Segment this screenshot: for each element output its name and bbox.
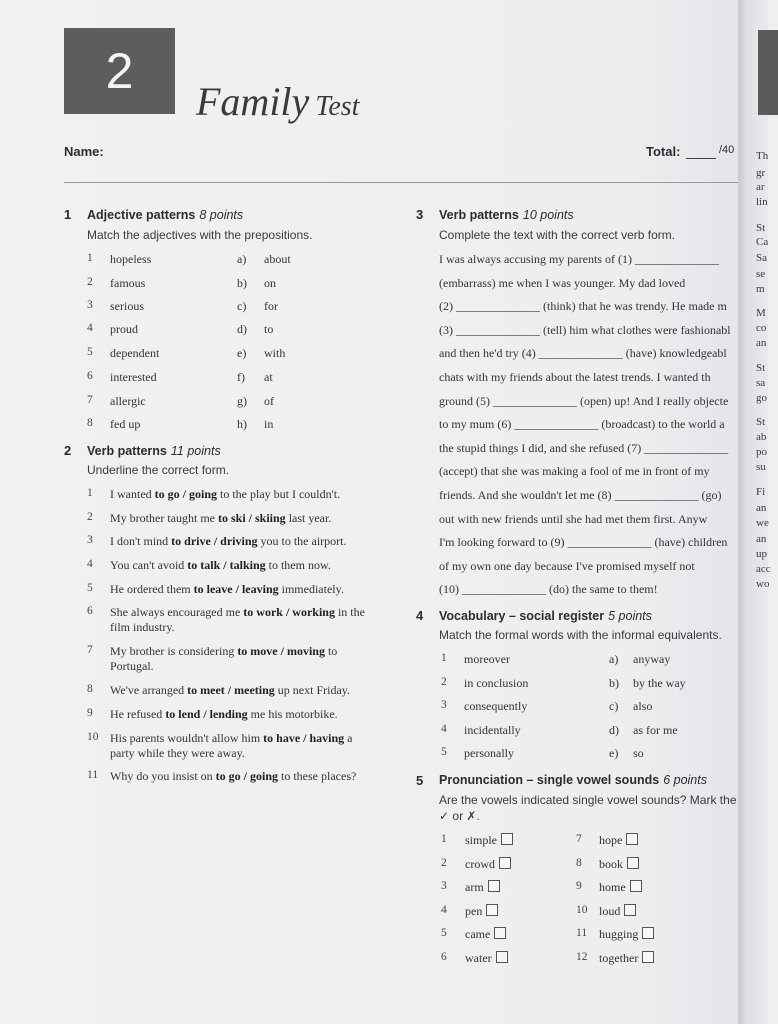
next-page-text-fragment: Th <box>756 150 769 162</box>
unit-number-badge: 2 <box>64 28 175 114</box>
text-line: I was always accusing my parents of (1) ______________ <box>439 252 719 266</box>
sentence-start: I wanted <box>110 487 155 501</box>
next-page-text-fragment: M <box>756 307 766 319</box>
item-number: 7 <box>87 394 93 406</box>
vowel-word <box>599 880 642 895</box>
text-line: (10) ______________ (do) the same to them! <box>439 582 658 597</box>
item-number: 6 <box>87 370 93 382</box>
sentence <box>110 582 344 597</box>
next-page-text-fragment: sa <box>756 377 766 389</box>
answer-checkbox[interactable] <box>501 833 513 845</box>
item-number: 7 <box>87 644 93 656</box>
item-number: 12 <box>576 951 588 963</box>
text-line: the stupid things I did, and she refused (7) ______________ <box>439 440 729 455</box>
word-text: hope <box>599 833 623 847</box>
text-line: and then he'd try (4) ______________ (have) knowledgeabl <box>439 346 727 361</box>
name-label: Name: <box>64 144 104 159</box>
section-instruction: Match the formal words with the informal equivalents. <box>439 628 722 642</box>
option-letter: c) <box>237 299 247 313</box>
answer-checkbox[interactable] <box>626 833 638 845</box>
sentence-end: to the play but I couldn't. <box>217 487 341 501</box>
informal-word: anyway <box>633 652 671 666</box>
next-page-text-fragment: gr <box>756 167 766 179</box>
sentence <box>110 731 353 746</box>
answer-checkbox[interactable] <box>624 904 636 916</box>
sentence <box>110 644 337 659</box>
item-number: 5 <box>441 927 447 940</box>
adjective: serious <box>110 299 144 313</box>
section-title: Vocabulary – social register <box>439 609 605 623</box>
sentence <box>110 605 365 620</box>
text-line: of my own one day because I've promised myself not <box>439 558 695 573</box>
item-number: 7 <box>576 833 582 845</box>
next-page-text-fragment: se <box>756 268 766 280</box>
option-letter: a) <box>609 652 619 666</box>
section-points: 10 points <box>522 208 574 222</box>
sentence <box>110 511 331 526</box>
preposition: with <box>264 346 286 360</box>
vowel-word <box>599 833 638 848</box>
section-instruction: Complete the text with the correct verb form. <box>439 228 676 242</box>
formal-word: in conclusion <box>464 675 529 690</box>
next-page-text-fragment: ab <box>756 431 767 443</box>
text-line: to my mum (6) ______________ (broadcast) to the world a <box>439 417 725 432</box>
sentence <box>110 487 340 502</box>
section-title: Verb patterns <box>439 208 519 222</box>
section-number: 2 <box>64 443 72 458</box>
text-line: I'm looking forward to (9) ______________ (have) children <box>439 535 728 550</box>
adjective: famous <box>110 276 146 290</box>
verb-options[interactable]: to go / going <box>215 769 279 783</box>
text-line: (embarrass) me when I was younger. My dad loved <box>439 275 686 290</box>
item-number: 6 <box>87 605 93 617</box>
option-letter: a) <box>237 252 247 266</box>
title-suffix: Test <box>315 91 360 122</box>
word-text: book <box>599 856 623 871</box>
sentence <box>110 683 350 698</box>
preposition: of <box>264 394 274 408</box>
option-letter: d) <box>609 722 619 737</box>
item-number: 8 <box>576 856 582 869</box>
adjective: proud <box>110 322 138 336</box>
sentence <box>110 707 338 722</box>
next-page-text-fragment: up <box>756 548 767 560</box>
sentence-start: His parents wouldn't allow him <box>110 731 264 745</box>
word-text: together <box>599 951 639 965</box>
item-number: 1 <box>87 487 93 499</box>
text-line: (accept) that she was making a fool of me in front of my <box>439 464 710 479</box>
item-number: 1 <box>87 252 93 264</box>
answer-checkbox[interactable] <box>642 951 654 963</box>
answer-checkbox[interactable] <box>496 951 508 963</box>
sentence-start: He refused <box>110 707 166 721</box>
item-number: 9 <box>87 707 93 719</box>
option-letter: h) <box>237 417 247 431</box>
item-number: 2 <box>441 856 447 869</box>
text-line: (2) ______________ (think) that he was trendy. He made m <box>439 299 727 314</box>
section-number: 1 <box>64 207 72 222</box>
informal-word: so <box>633 746 644 760</box>
next-page-text-fragment: wo <box>756 578 770 590</box>
option-letter: f) <box>237 370 245 384</box>
answer-checkbox[interactable] <box>488 880 500 892</box>
section-points: 6 points <box>663 773 707 787</box>
sentence-start: We've arranged <box>110 683 188 697</box>
text-line: chats with my friends about the latest trends. I wanted th <box>439 370 711 384</box>
adjective: fed up <box>110 417 141 431</box>
verb-options[interactable]: to drive / driving <box>171 534 258 548</box>
adjective: interested <box>110 370 157 384</box>
answer-checkbox[interactable] <box>627 857 639 869</box>
item-number: 3 <box>87 299 93 311</box>
vowel-word <box>599 951 654 966</box>
word-text: arm <box>465 880 484 895</box>
item-number: 2 <box>441 675 447 688</box>
vowel-word <box>465 833 513 848</box>
answer-checkbox[interactable] <box>486 904 498 916</box>
adjective: hopeless <box>110 252 152 266</box>
text-line: out with new friends until she had met them first. Anyw <box>439 511 708 526</box>
preposition: for <box>264 299 278 313</box>
preposition: on <box>264 276 276 290</box>
sentence-continued: film industry. <box>110 620 175 634</box>
next-page-text-fragment: go <box>756 392 767 404</box>
option-letter: e) <box>237 346 247 360</box>
word-text: crowd <box>465 856 495 871</box>
word-text: water <box>465 951 492 965</box>
section-title: Adjective patterns <box>87 208 196 222</box>
next-page-text-fragment: lin <box>756 196 768 208</box>
preposition: about <box>264 252 291 266</box>
next-page-text-fragment: an <box>756 533 767 545</box>
section-title: Pronunciation – single vowel sounds <box>439 773 660 787</box>
item-number: 2 <box>87 276 93 288</box>
section-instruction: Are the vowels indicated single vowel sounds? Mark the <box>439 793 737 807</box>
item-number: 4 <box>441 903 447 916</box>
verb-options[interactable]: to lend / lending <box>165 707 248 721</box>
page-title <box>196 78 359 125</box>
item-number: 11 <box>87 769 99 781</box>
sentence <box>110 558 331 573</box>
item-number: 4 <box>441 722 447 735</box>
item-number: 4 <box>87 558 93 570</box>
vowel-word <box>599 857 639 872</box>
next-page-text-fragment: Ca <box>756 236 769 248</box>
next-page-edge <box>738 0 771 1024</box>
word-text: simple <box>465 833 497 847</box>
sentence-start: My brother taught me <box>110 511 218 525</box>
section-instruction-line2: ✓ or ✗. <box>439 809 480 823</box>
vowel-word <box>465 904 498 919</box>
item-number: 11 <box>576 927 588 940</box>
section-title: Verb patterns <box>87 444 167 458</box>
word-text: came <box>465 927 491 942</box>
item-number: 5 <box>441 746 447 758</box>
item-number: 9 <box>576 880 582 893</box>
next-page-text-fragment: St <box>756 362 766 374</box>
item-number: 8 <box>87 417 93 429</box>
option-letter: e) <box>609 746 619 760</box>
item-number: 10 <box>87 731 99 743</box>
option-letter: g) <box>237 394 247 408</box>
sentence-start: Why do you insist on <box>110 769 216 783</box>
next-page-text-fragment: su <box>756 461 766 473</box>
item-number: 3 <box>441 880 447 893</box>
adjective: allergic <box>110 394 146 408</box>
preposition: to <box>264 322 274 336</box>
sentence-end: last year. <box>285 511 332 525</box>
word-text: pen <box>465 903 483 918</box>
item-number: 8 <box>87 683 93 695</box>
sentence-end: you to the airport. <box>257 534 347 548</box>
option-letter: b) <box>237 276 247 290</box>
formal-word: incidentally <box>464 722 521 737</box>
section-heading <box>87 444 221 458</box>
next-page-text-fragment: we <box>756 517 769 529</box>
next-page-text-fragment: an <box>756 337 767 349</box>
sentence-start: She always encouraged me <box>110 605 244 619</box>
sentence-start: I don't mind <box>110 534 172 548</box>
vowel-word <box>465 927 506 942</box>
item-number: 3 <box>87 534 93 546</box>
total-blank <box>686 158 716 159</box>
next-page-text-fragment: po <box>756 446 767 458</box>
word-text: loud <box>599 903 621 918</box>
section-points: 5 points <box>608 609 652 623</box>
section-number: 4 <box>416 608 424 623</box>
informal-word: as for me <box>633 722 678 737</box>
option-letter: b) <box>609 675 619 690</box>
item-number: 3 <box>441 699 447 711</box>
sentence <box>110 534 347 549</box>
section-heading <box>439 208 574 222</box>
vowel-word <box>465 857 511 872</box>
next-page-text-fragment: St <box>756 222 766 234</box>
next-page-text-fragment: Fi <box>756 486 766 498</box>
verb-options[interactable]: to move / moving <box>237 644 325 658</box>
header-divider <box>64 182 738 183</box>
informal-word: by the way <box>633 675 686 690</box>
item-number: 10 <box>576 903 588 916</box>
section-points: 11 points <box>170 444 221 458</box>
formal-word: personally <box>464 746 514 760</box>
verb-options[interactable]: to meet / meeting <box>187 683 275 697</box>
section-number: 5 <box>416 773 424 788</box>
sentence-end: to these places? <box>278 769 357 783</box>
next-page-text-fragment: m <box>756 283 765 295</box>
verb-options[interactable]: to work / working <box>243 605 335 619</box>
section-instruction: Underline the correct form. <box>87 463 230 477</box>
item-number: 5 <box>87 346 93 358</box>
verb-options[interactable]: to go / going <box>154 487 217 501</box>
next-page-text-fragment: acc <box>756 563 771 575</box>
informal-word: also <box>633 699 653 713</box>
verb-options[interactable]: to leave / leaving <box>193 582 279 596</box>
word-text: hugging <box>599 927 639 942</box>
verb-options[interactable]: to have / having <box>263 731 345 745</box>
sentence-end: to them now. <box>265 558 331 572</box>
sentence-end: in the <box>334 605 365 619</box>
answer-checkbox[interactable] <box>499 857 511 869</box>
item-number: 1 <box>441 833 447 845</box>
answer-checkbox[interactable] <box>630 880 642 892</box>
sentence-continued: party while they were away. <box>110 746 245 760</box>
answer-checkbox[interactable] <box>494 927 506 939</box>
formal-word: moreover <box>464 652 510 666</box>
option-letter: c) <box>609 699 619 713</box>
text-line: friends. And she wouldn't let me (8) ______________ (go) <box>439 488 722 502</box>
total-max: /40 <box>719 144 735 156</box>
sentence <box>110 769 356 784</box>
next-page-text-fragment: St <box>756 416 766 428</box>
adjective: dependent <box>110 346 160 360</box>
text-line: (3) ______________ (tell) him what clothes were fashionabl <box>439 322 731 337</box>
sentence-end: immediately. <box>278 582 344 596</box>
next-page-unit-box <box>758 30 778 115</box>
formal-word: consequently <box>464 699 528 713</box>
section-heading <box>87 208 243 222</box>
answer-checkbox[interactable] <box>642 927 654 939</box>
vowel-word <box>465 880 500 895</box>
total-label: Total: <box>646 144 681 159</box>
sentence-end: a <box>344 731 353 745</box>
verb-options[interactable]: to talk / talking <box>187 558 266 572</box>
sentence-start: He ordered them <box>110 582 194 596</box>
preposition: at <box>264 370 273 384</box>
sentence-start: My brother is considering <box>110 644 238 658</box>
item-number: 4 <box>87 322 93 334</box>
sentence-end: to <box>324 644 338 658</box>
next-page-text-fragment: ar <box>756 181 765 193</box>
section-heading <box>439 609 652 623</box>
next-page-text-fragment: Sa <box>756 252 767 264</box>
item-number: 2 <box>87 511 93 523</box>
item-number: 6 <box>441 951 447 963</box>
section-instruction: Match the adjectives with the prepositions. <box>87 228 313 242</box>
next-page-text-fragment: co <box>756 322 767 334</box>
word-text: home <box>599 880 626 895</box>
section-number: 3 <box>416 207 424 222</box>
item-number: 5 <box>87 582 93 594</box>
vowel-word <box>465 951 508 966</box>
title-main: Family <box>196 79 310 124</box>
vowel-word <box>599 927 654 942</box>
section-points: 8 points <box>199 208 244 222</box>
next-page-text-fragment: an <box>756 502 767 514</box>
option-letter: d) <box>237 322 247 336</box>
sentence-end: up next Friday. <box>274 683 351 697</box>
vowel-word <box>599 904 636 919</box>
text-line: ground (5) ______________ (open) up! And I really objecte <box>439 393 729 408</box>
item-number: 1 <box>441 652 447 664</box>
section-heading <box>439 773 707 787</box>
verb-options[interactable]: to ski / skiing <box>217 511 286 525</box>
sentence-start: You can't avoid <box>110 558 188 572</box>
preposition: in <box>264 417 274 431</box>
sentence-end: me his motorbike. <box>247 707 338 721</box>
sentence-continued: Portugal. <box>110 659 154 673</box>
